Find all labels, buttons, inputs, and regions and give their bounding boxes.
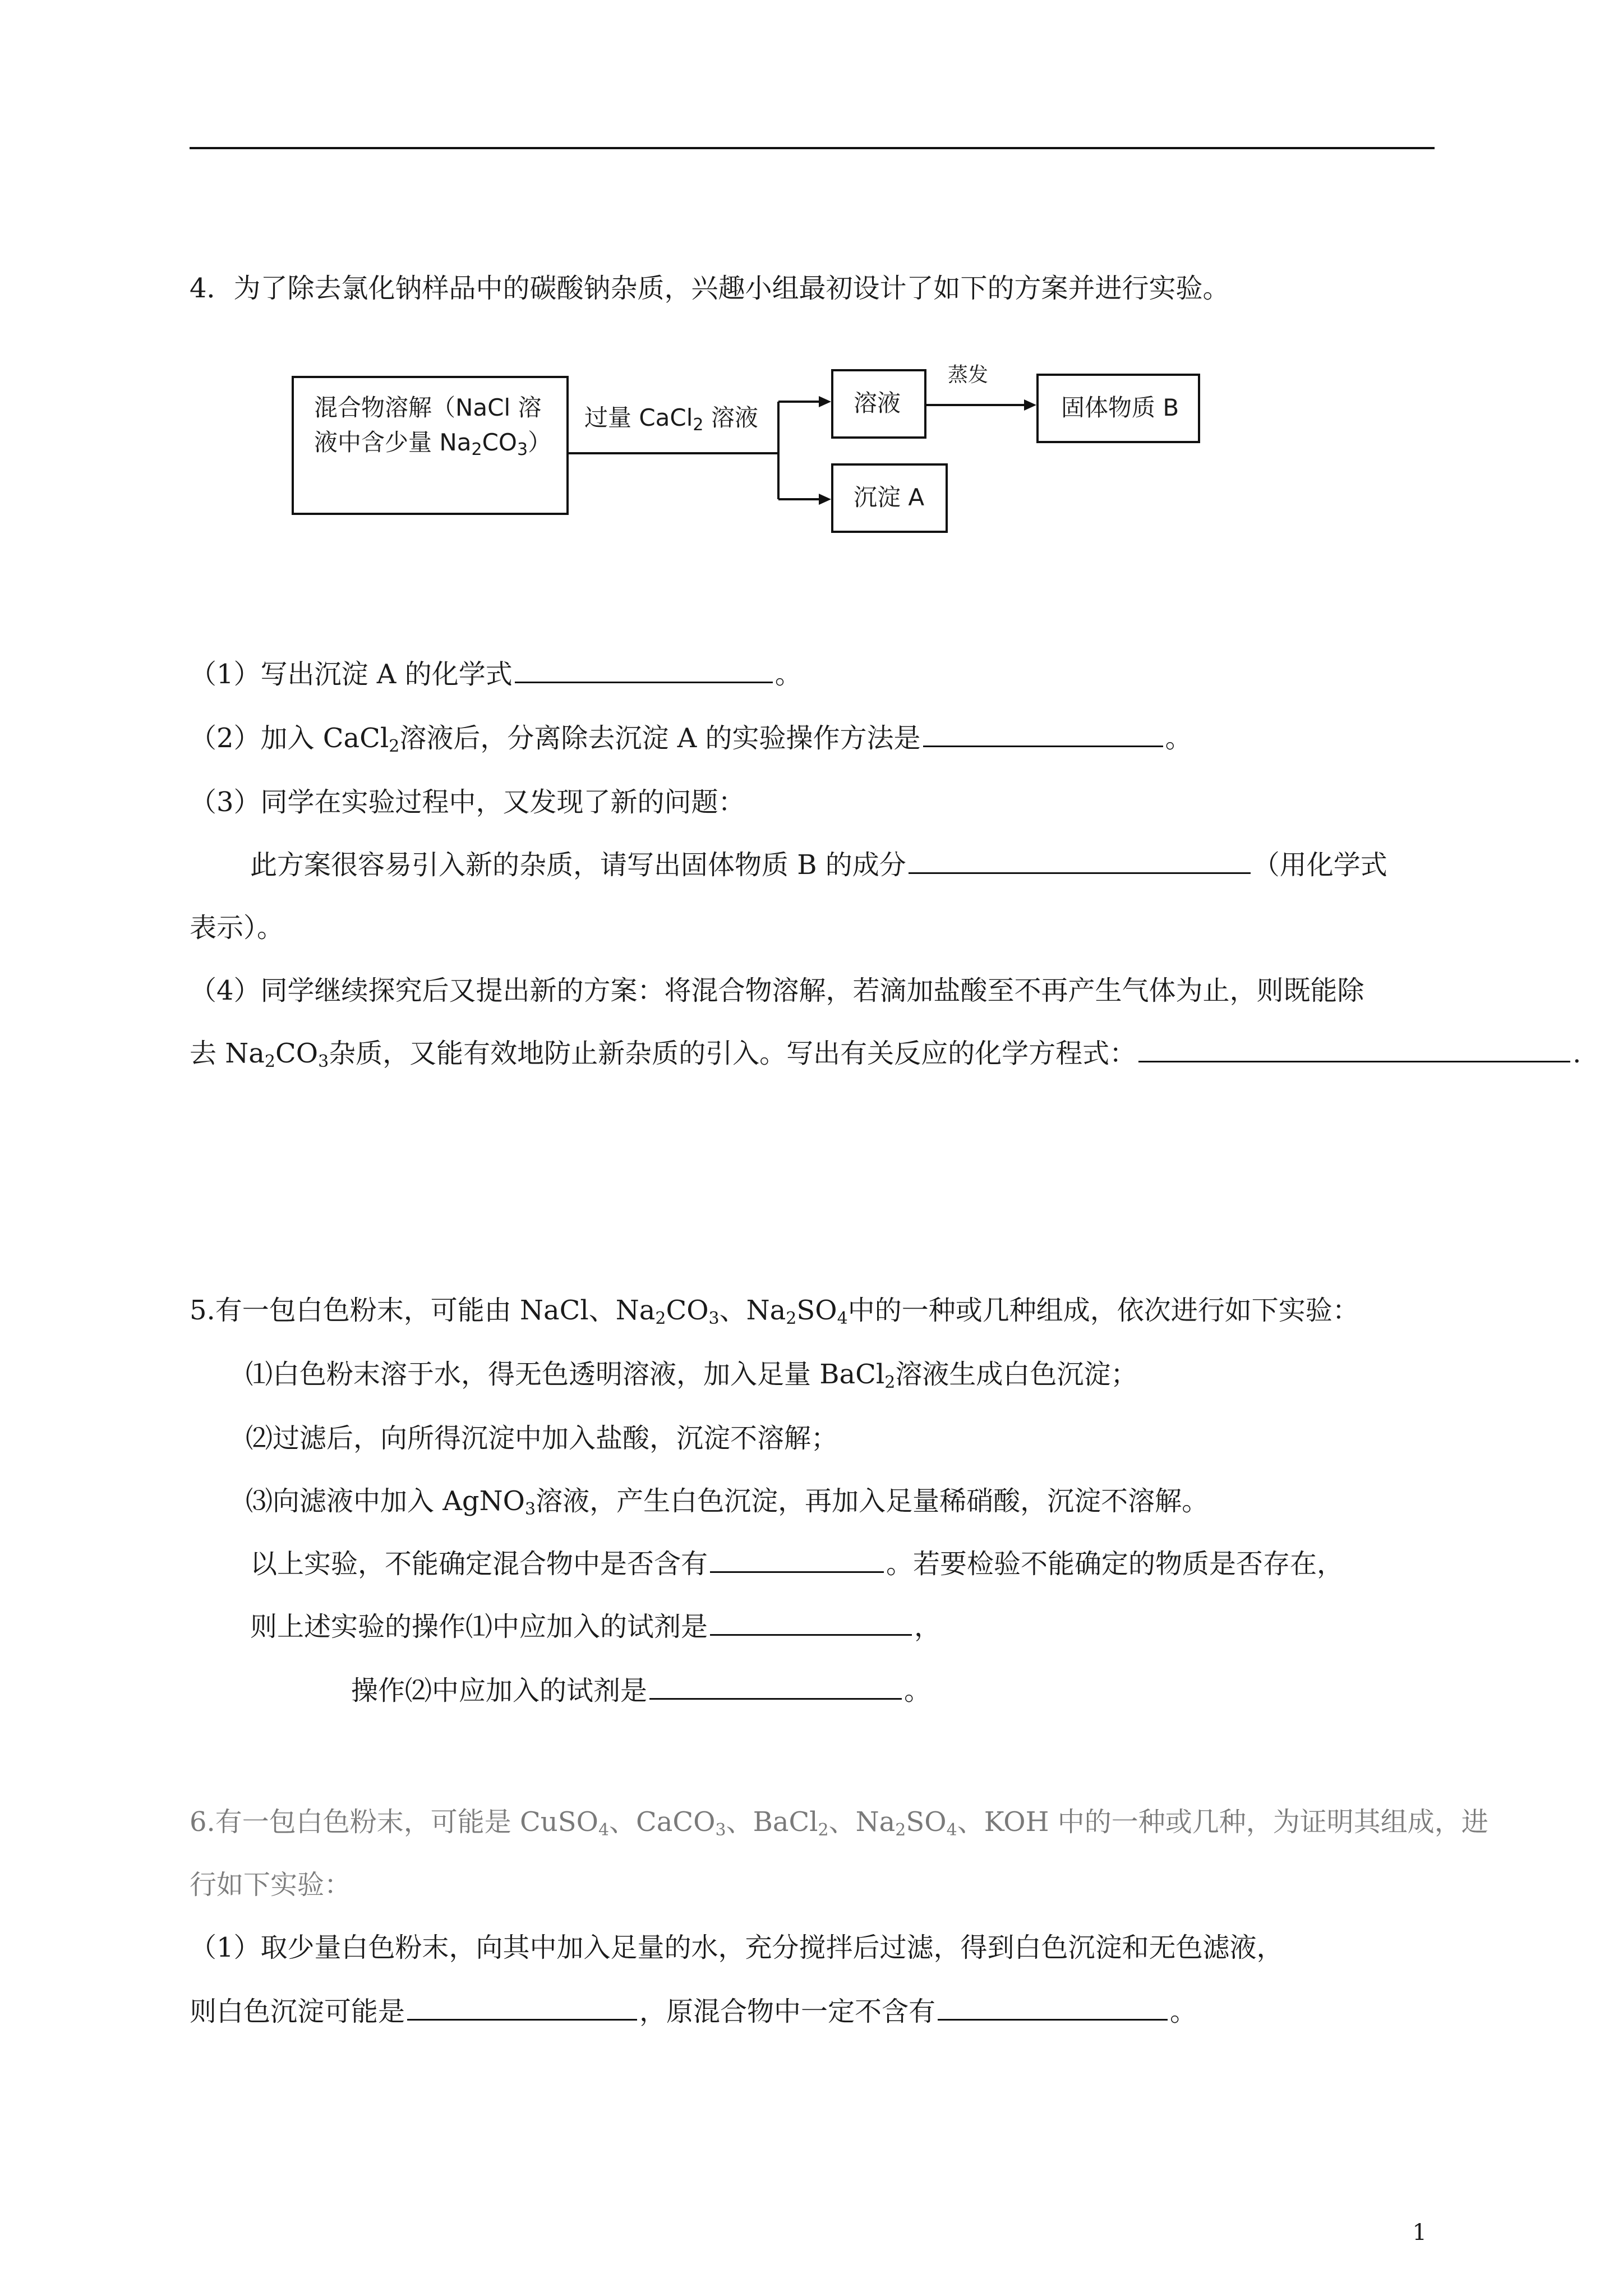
mixture-box-line2: 液中含少量 $Na_2CO_3$）: [314, 429, 552, 459]
answer-blank-solid-b[interactable]: [909, 848, 1251, 874]
answer-blank-separation-method[interactable]: [923, 721, 1163, 747]
q6-intro-line2: 行如下实验：: [190, 1869, 352, 1901]
q4-part4-line2: 去 $Na_2CO_3$杂质，又能有效地防止新杂质的引入。写出有关反应的化学方程式： .: [190, 1033, 1581, 1074]
answer-blank-white-precipitate[interactable]: [407, 1994, 637, 2021]
q5-conclusion1: 以上实验，不能确定混合物中是否含有 。若要检验不能确定的物质是否存在，: [250, 1544, 1344, 1584]
answer-blank-equation[interactable]: [1138, 1036, 1570, 1062]
arrowhead-solid: [1024, 399, 1036, 411]
q6-intro: 6.有一包白色粉末，可能是 CuSO$_4$、CaCO$_3$、BaCl$_2$、$Na_2SO_4$、KOH 中的一种或几种，为证明其组成，进: [190, 1806, 1488, 1840]
mixture-box-line1: 混合物溶解（NaCl 溶: [314, 394, 542, 421]
q6-part1: （1）取少量白色粉末，向其中加入足量的水，充分搅拌后过滤，得到白色沉淀和无色滤液，: [190, 1932, 1284, 1963]
q5-step3: ⑶向滤液中加入 AgNO$_3$溶液，产生白色沉淀，再加入足量稀硝酸，沉淀不溶解。: [246, 1485, 1209, 1519]
q4-intro: 4．为了除去氯化钠样品中的碳酸钠杂质，兴趣小组最初设计了如下的方案并进行实验。: [190, 273, 1230, 304]
q5-conclusion3: 操作⑵中应加入的试剂是 。: [351, 1671, 931, 1711]
q5-step1: ⑴白色粉末溶于水，得无色透明溶液，加入足量 BaCl$_2$溶液生成白色沉淀；: [246, 1359, 1138, 1392]
page-number: 1: [1412, 2220, 1427, 2246]
evaporate-label: 蒸发: [948, 364, 989, 386]
q5-step2: ⑵过滤后，向所得沉淀中加入盐酸，沉淀不溶解；: [246, 1423, 838, 1454]
answer-blank-reagent-step2[interactable]: [649, 1673, 902, 1700]
q5-conclusion2: 则上述实验的操作⑴中应加入的试剂是 ，: [250, 1607, 941, 1647]
q6-part1-blanks: 则白色沉淀可能是 ，原混合物中一定不含有 。: [190, 1991, 1197, 2032]
arrowhead-solution: [819, 396, 831, 407]
q4-part3-line1: 此方案很容易引入新的杂质，请写出固体物质 B 的成分 （用化学式: [250, 845, 1387, 885]
q4-part3: （3）同学在实验过程中，又发现了新的问题：: [190, 786, 745, 818]
answer-blank-reagent-step1[interactable]: [710, 1609, 912, 1636]
q4-part1: （1）写出沉淀 A 的化学式 。: [190, 654, 802, 694]
answer-blank-definitely-absent[interactable]: [938, 1994, 1168, 2021]
q5-intro: 5.有一包白色粉末，可能由 NaCl、$Na_2CO_3$、$Na_2SO_4$中的一种或几种组成，依次进行如下实验：: [190, 1295, 1359, 1328]
answer-blank-precipitate-formula[interactable]: [515, 657, 773, 683]
reagent-label: 过量 CaCl$_2$ 溶液: [584, 404, 758, 435]
arrowhead-precipitate: [819, 494, 831, 505]
flow-diagram: [0, 0, 1623, 561]
mixture-box: [292, 376, 569, 515]
precipitate-box: 沉淀 A: [831, 463, 948, 533]
q4-part3-line2: 表示）。: [190, 912, 284, 944]
q4-part2: （2）加入 CaCl$_2$溶液后，分离除去沉淀 A 的实验操作方法是 。: [190, 718, 1192, 758]
solid-box: 固体物质 B: [1036, 374, 1200, 443]
answer-blank-uncertain-substance[interactable]: [710, 1547, 884, 1573]
q4-part4-line1: （4）同学继续探究后又提出新的方案：将混合物溶解，若滴加盐酸至不再产生气体为止，则既能除: [190, 975, 1364, 1006]
solution-box: 溶液: [831, 369, 926, 439]
